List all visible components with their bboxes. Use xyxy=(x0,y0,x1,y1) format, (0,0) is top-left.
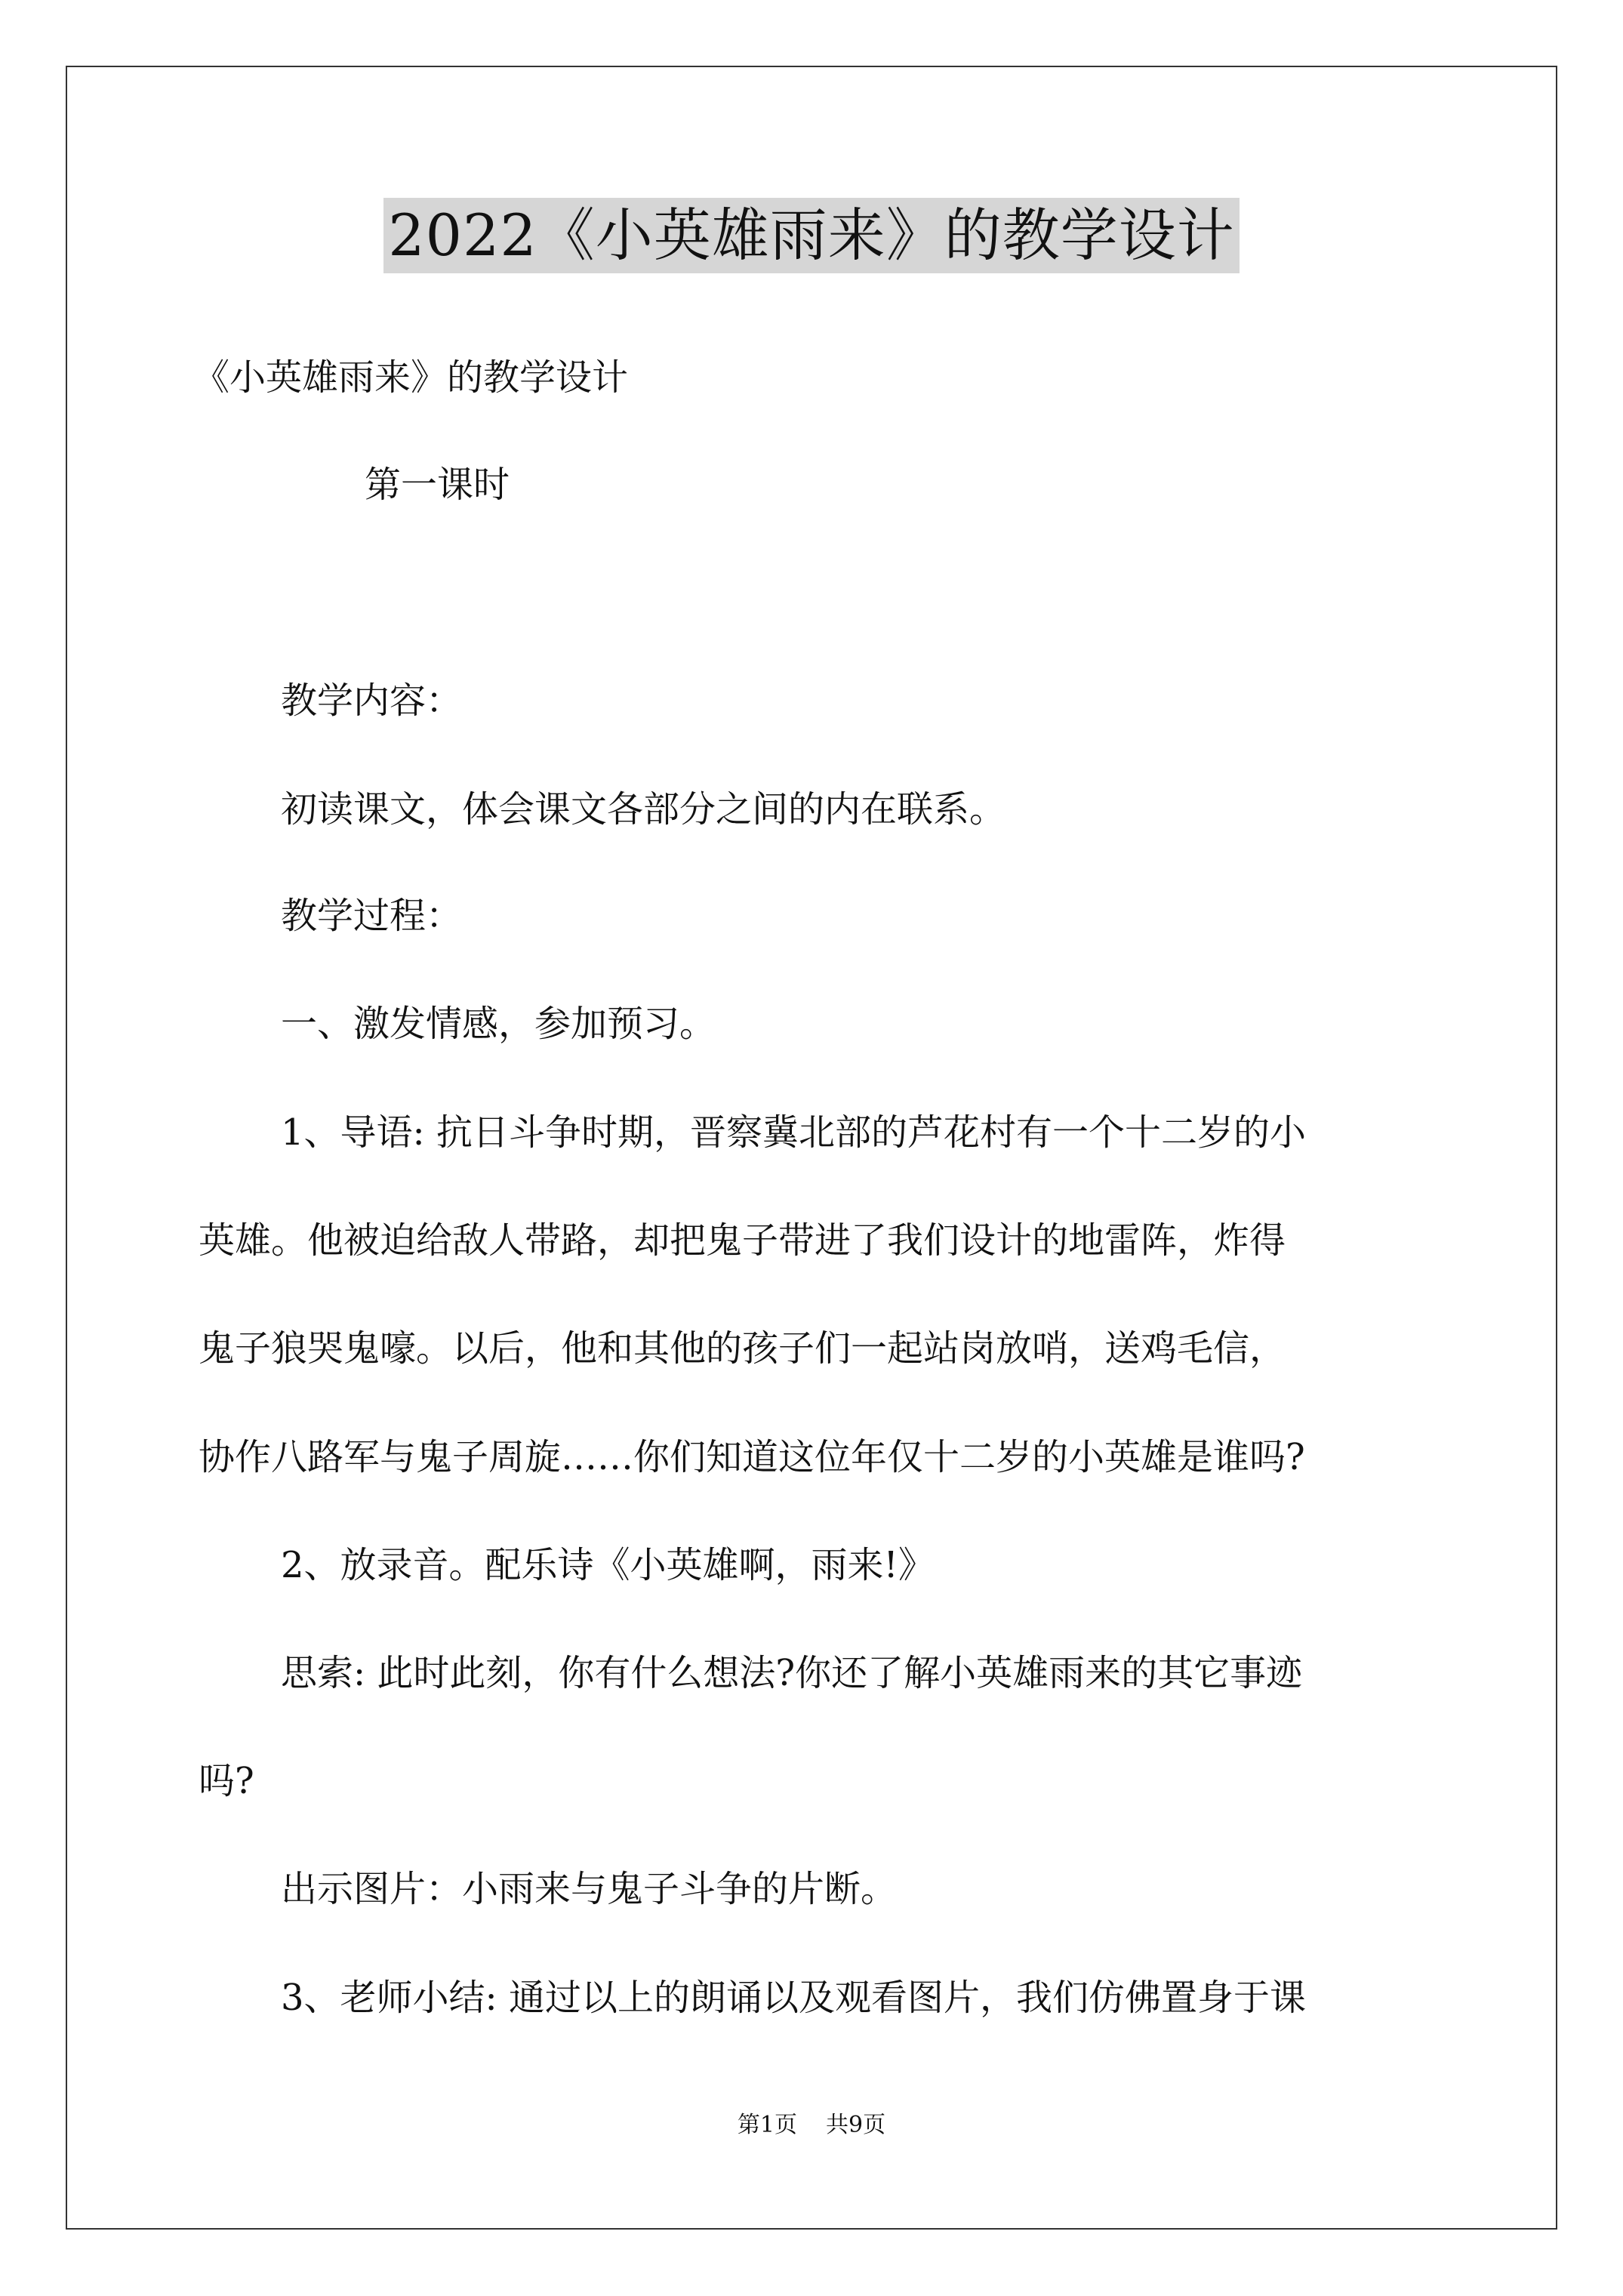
page-number: 第1页 xyxy=(737,2112,797,2138)
text-line: 1、导语: 抗日斗争时期，晋察冀北部的芦花村有一个十二岁的小 xyxy=(281,1111,1306,1154)
page-footer xyxy=(0,2110,1623,2140)
text-line: 鬼子狼哭鬼嚎。以后，他和其他的孩子们一起站岗放哨，送鸡毛信， xyxy=(199,1327,1286,1370)
text-line: 协作八路军与鬼子周旋……你们知道这位年仅十二岁的小英雄是谁吗? xyxy=(199,1436,1305,1478)
text-line: 教学内容： xyxy=(281,680,463,722)
text-line: 思索: 此时此刻，你有什么想法?你还了解小英雄雨来的其它事迹 xyxy=(281,1652,1303,1694)
text-line: 2、放录音。配乐诗《小英雄啊，雨来!》 xyxy=(281,1544,935,1586)
text-line: 3、老师小结: 通过以上的朗诵以及观看图片，我们仿佛置身于课 xyxy=(281,1977,1306,2019)
title-container xyxy=(0,198,1623,273)
text-line: 一、激发情感，参加预习。 xyxy=(281,1003,716,1045)
document-title: 2022《小英雄雨来》的教学设计 xyxy=(383,198,1239,273)
text-line: 吗? xyxy=(199,1760,254,1802)
text-line: 英雄。他被迫给敌人带路，却把鬼子带进了我们设计的地雷阵，炸得 xyxy=(199,1219,1286,1262)
document-subtitle: 《小英雄雨来》的教学设计 xyxy=(193,356,629,399)
text-line: 教学过程： xyxy=(281,895,463,937)
text-line: 初读课文，体会课文各部分之间的内在联系。 xyxy=(281,788,1006,831)
page-total: 共9页 xyxy=(826,2112,886,2138)
text-line: 出示图片：小雨来与鬼子斗争的片断。 xyxy=(281,1868,898,1910)
lesson-label: 第一课时 xyxy=(365,464,510,506)
